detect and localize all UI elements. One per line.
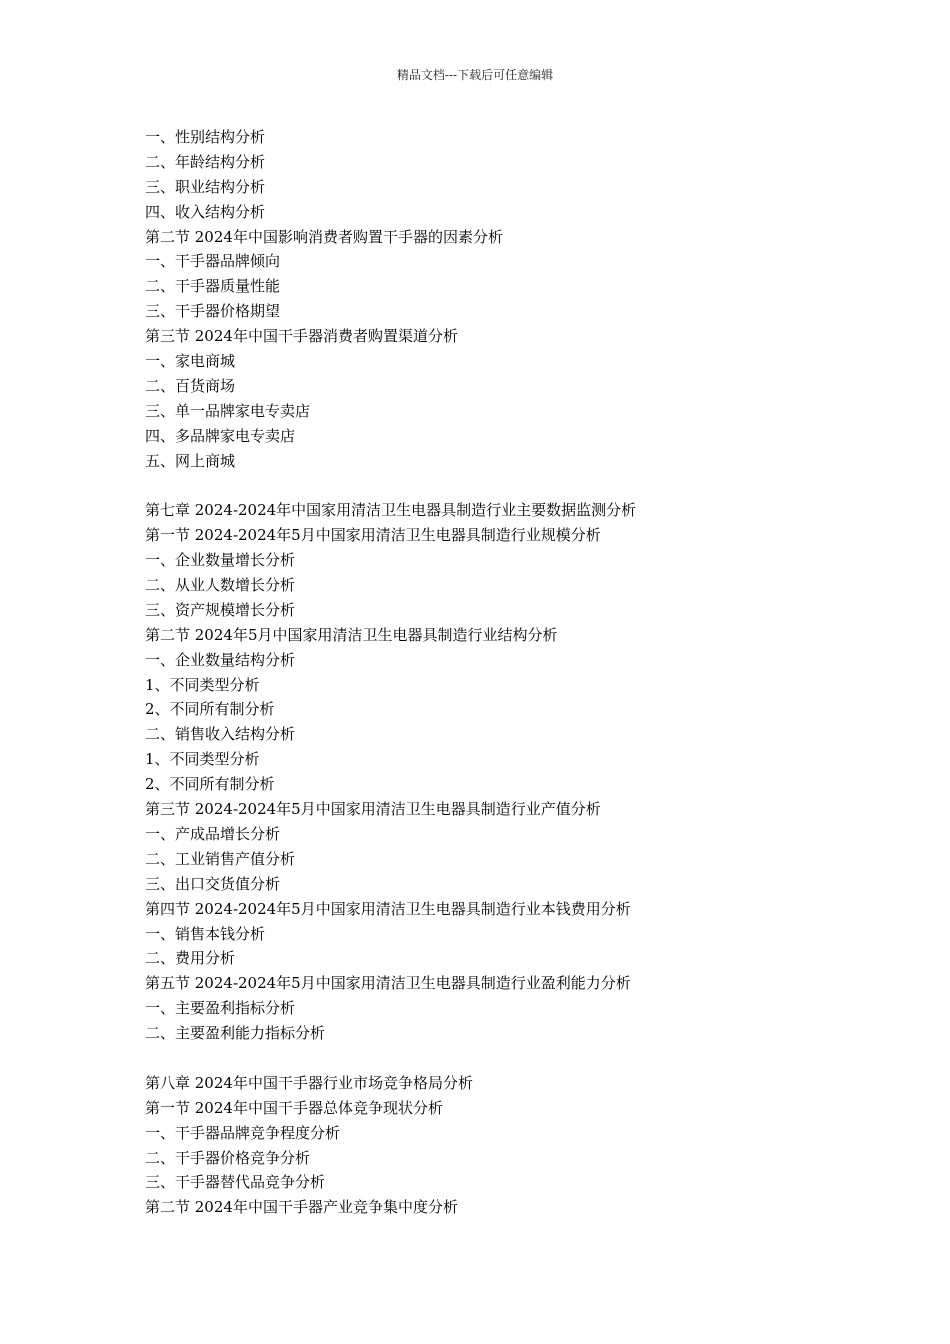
toc-line: 二、工业销售产值分析 (145, 849, 296, 868)
blank-line (145, 1046, 845, 1071)
toc-line: 三、出口交货值分析 (145, 874, 281, 893)
toc-line: 一、企业数量结构分析 (145, 650, 296, 669)
toc-line: 四、多品牌家电专卖店 (145, 426, 296, 445)
toc-section-heading: 第三节 2024-2024年5月中国家用清洁卫生电器具制造行业产值分析 (145, 800, 601, 819)
document-body (145, 125, 845, 1220)
toc-line: 2、不同所有制分析 (145, 700, 275, 719)
toc-line: 一、家电商城 (145, 352, 236, 371)
toc-line: 一、企业数量增长分析 (145, 551, 296, 570)
toc-line: 三、职业结构分析 (145, 177, 266, 196)
toc-section-heading: 第二节 2024年5月中国家用清洁卫生电器具制造行业结构分析 (145, 625, 558, 644)
toc-line: 二、年龄结构分析 (145, 152, 266, 171)
toc-line: 1、不同类型分析 (145, 750, 260, 769)
toc-line: 一、干手器品牌竞争程度分析 (145, 1123, 341, 1142)
toc-section-heading: 第一节 2024年中国干手器总体竞争现状分析 (145, 1098, 443, 1117)
toc-line: 二、从业人数增长分析 (145, 576, 296, 595)
toc-block-chapter-7 (145, 498, 845, 1046)
toc-line: 一、主要盈利指标分析 (145, 999, 296, 1018)
toc-section-heading: 第二节 2024年中国干手器产业竞争集中度分析 (145, 1198, 458, 1217)
toc-line: 一、产成品增长分析 (145, 824, 281, 843)
toc-line: 三、干手器价格期望 (145, 302, 281, 321)
toc-line: 一、干手器品牌倾向 (145, 252, 281, 271)
toc-line: 二、干手器价格竞争分析 (145, 1148, 311, 1167)
toc-section-heading: 第四节 2024-2024年5月中国家用清洁卫生电器具制造行业本钱费用分析 (145, 899, 631, 918)
toc-line: 三、单一品牌家电专卖店 (145, 401, 311, 420)
toc-section-heading: 第五节 2024-2024年5月中国家用清洁卫生电器具制造行业盈利能力分析 (145, 974, 631, 993)
toc-line: 三、干手器替代品竞争分析 (145, 1173, 326, 1192)
toc-section-heading: 第三节 2024年中国干手器消费者购置渠道分析 (145, 327, 458, 346)
page-header: 精品文档---下载后可任意编辑 (396, 68, 554, 82)
toc-line: 一、销售本钱分析 (145, 924, 266, 943)
toc-section-heading: 第二节 2024年中国影响消费者购置干手器的因素分析 (145, 227, 503, 246)
toc-line: 三、资产规模增长分析 (145, 600, 296, 619)
toc-section-heading: 第一节 2024-2024年5月中国家用清洁卫生电器具制造行业规模分析 (145, 526, 601, 545)
toc-line: 二、费用分析 (145, 949, 236, 968)
toc-line: 一、性别结构分析 (145, 128, 266, 146)
toc-line: 二、销售收入结构分析 (145, 725, 296, 744)
toc-line: 四、收入结构分析 (145, 202, 266, 221)
blank-line (145, 473, 845, 498)
toc-line: 二、干手器质量性能 (145, 277, 281, 296)
toc-line: 五、网上商城 (145, 451, 236, 470)
toc-line: 二、百货商场 (145, 376, 236, 395)
toc-chapter-heading: 第八章 2024年中国干手器行业市场竞争格局分析 (145, 1073, 473, 1092)
toc-line: 二、主要盈利能力指标分析 (145, 1024, 326, 1043)
toc-line: 1、不同类型分析 (145, 675, 260, 694)
toc-chapter-heading: 第七章 2024-2024年中国家用清洁卫生电器具制造行业主要数据监测分析 (145, 501, 637, 520)
toc-block-chapter-8 (145, 1071, 845, 1220)
toc-block-consumer-analysis (145, 125, 845, 473)
toc-line: 2、不同所有制分析 (145, 775, 275, 794)
